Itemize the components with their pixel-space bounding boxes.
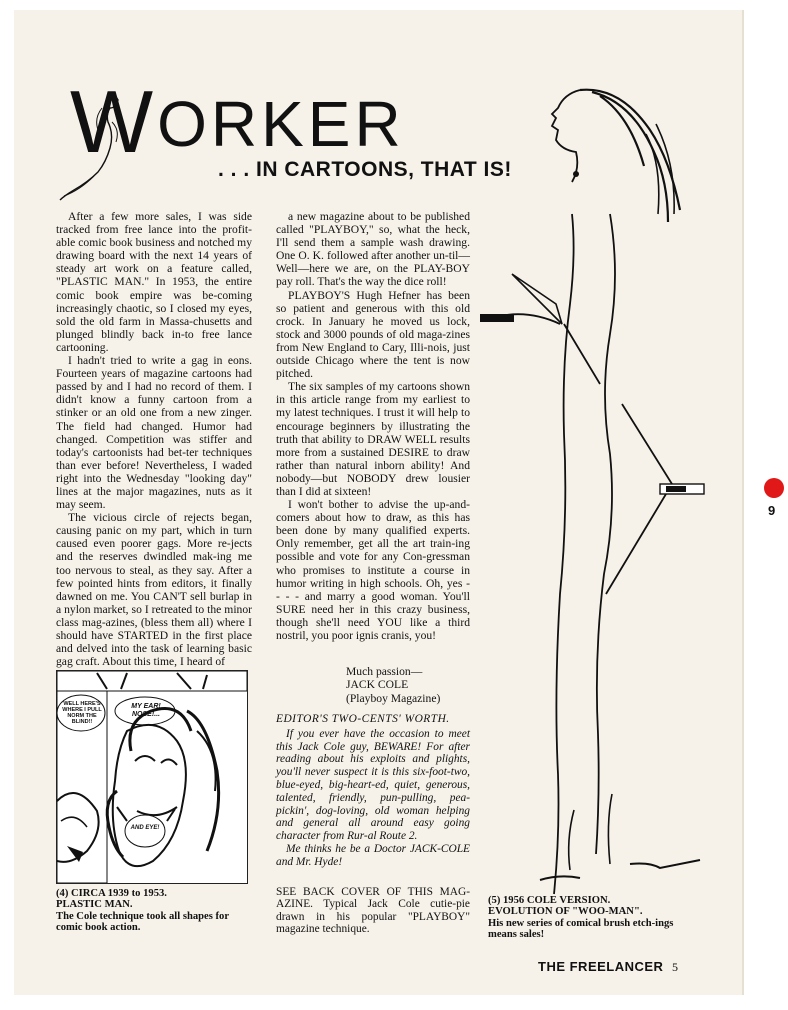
signature-affiliation: (Playboy Magazine) (346, 691, 441, 705)
signature-block (346, 665, 440, 705)
caption-line: EVOLUTION OF "WOO-MAN". (488, 906, 643, 918)
article-column-1 (56, 210, 252, 668)
speech-balloon: MY EAR! NOSE!... (131, 703, 161, 718)
caption-line: PLASTIC MAN. (56, 899, 133, 911)
figure-caption-4 (56, 888, 256, 934)
page-number: 5 (672, 960, 678, 974)
paragraph: The vicious circle of rejects began, causing panic on my part, which in turn caused even poorer gags. More re-jects and the reserves dwindled mak-ing me too nervous to steal, as they say. After a few pointed hints from editors, it finally dawned on me. You CAN'T sell burlap in a nylon market, so I retreated to the minor class mag-azines, (bless them all) where I should have STARTED in the first place and delved into the task of learning basic gag craft. About this time, I heard of (56, 511, 252, 669)
editor-heading: EDITOR'S TWO-CENTS' WORTH. (276, 713, 450, 725)
speech-balloon: WELL HERE'S WHERE I PULL NORM THE BLIND!! (62, 701, 102, 725)
paragraph: If you ever have the occasion to meet this Jack Cole guy, BEWARE! For after reading about his exploits and plights, you'll never suspect it is this six-foot-two, blue-eyed, big-heart-ed, quiet, generous, talented, friendly, pun-pulling, pea-pickin', dog-loving, old woman helping and general all around easy going character from Rur-al Route 2. (276, 727, 470, 843)
plastic-man-comic-panel (56, 670, 248, 884)
margin-page-number: 9 (768, 503, 776, 518)
page-subtitle: . . . IN CARTOONS, THAT IS! (218, 158, 512, 181)
speech-balloon: AND EYE! (130, 825, 160, 831)
title-initial: W (70, 72, 158, 171)
paragraph: After a few more sales, I was side tracked from free lance into the profit-able comic book business and notched my drawing board with the next 14 years of steady art work on a feature called, "PLASTIC MAN." In 1953, the entire comic book empire was be-coming increasingly chaotic, so I closed my eyes, sold the old farm in Massa-chusetts and plunged blindly back in-to free lance cartooning. (56, 210, 252, 354)
paragraph: a new magazine about to be published called "PLAYBOY," so, what the heck, I'll send them a sample wash drawing. One O. K. followed after another un-til—Well—here we are, on the PLAY-BOY pay roll. That's the way the dice roll! (276, 210, 470, 289)
red-dot-marker (764, 478, 784, 498)
page-title (70, 72, 405, 171)
caption-line: (4) CIRCA 1939 to 1953. (56, 888, 167, 899)
paragraph: I won't bother to advise the up-and-comers about how to draw, as this has been done by many qualified experts. Only remember, get all the art train-ing possible and vote for any Con-gressman who promises to institute a course in humor writing in high schools. Oh, yes - - - - and marry a good woman. You'll SURE need her in this crazy business, though she'll need YOU like a third nostril, you poor ignis cranis, you! (276, 498, 470, 642)
figure-caption-5 (488, 895, 688, 941)
paragraph: I hadn't tried to write a gag in eons. Fourteen years of magazine cartoons had passed by and I had no record of them. I didn't know a funny cartoon from a stinker or an old one from a new zinger. The field had changed. Humor had changed. Competition was stiffer and today's cartoonists had bet-ter techniques than ever before! Nevertheless, I waded right into the Wednesday "looking day" lines at the major magazines, nuts as it may seem. (56, 354, 252, 512)
paragraph: Me thinks he be a Doctor JACK-COLE and Mr. Hyde! (276, 842, 470, 868)
title-rest: ORKER (157, 88, 405, 160)
signature-line: Much passion— (346, 665, 423, 678)
caption-line: His new series of comical brush etch-ings means sales! (488, 917, 674, 941)
publication-name: THE FREELANCER (538, 959, 664, 974)
article-column-2 (276, 210, 470, 642)
see-back-cover-note: SEE BACK COVER OF THIS MAG-AZINE. Typical Jack Cole cutie-pie drawn in his popular "PLAYBOY" magazine technique. (276, 886, 470, 935)
editor-note (276, 713, 470, 869)
paragraph: The six samples of my cartoons shown in this article range from my earliest to my latest techniques. I trust it will help to encourage beginners by illustrating the truth that ability to DRAW WELL results more from a sustained DESIRE to draw rather than natural inborn ability! And nobody—but NOBODY drew lousier than I did at sixteen! (276, 380, 470, 498)
woo-man-brush-drawing (460, 84, 730, 904)
caption-line: The Cole technique took all shapes for comic book action. (56, 910, 229, 934)
signature-name: JACK COLE (346, 678, 409, 692)
caption-line: (5) 1956 COLE VERSION. (488, 895, 611, 906)
paragraph: PLAYBOY'S Hugh Hefner has been so patient and generous with this old crock. In January he moved us lock, stock and 3000 pounds of old maga-zines from New England to Cary, Illi-nois, just outside Chicago where the tent is now pitched. (276, 288, 470, 381)
